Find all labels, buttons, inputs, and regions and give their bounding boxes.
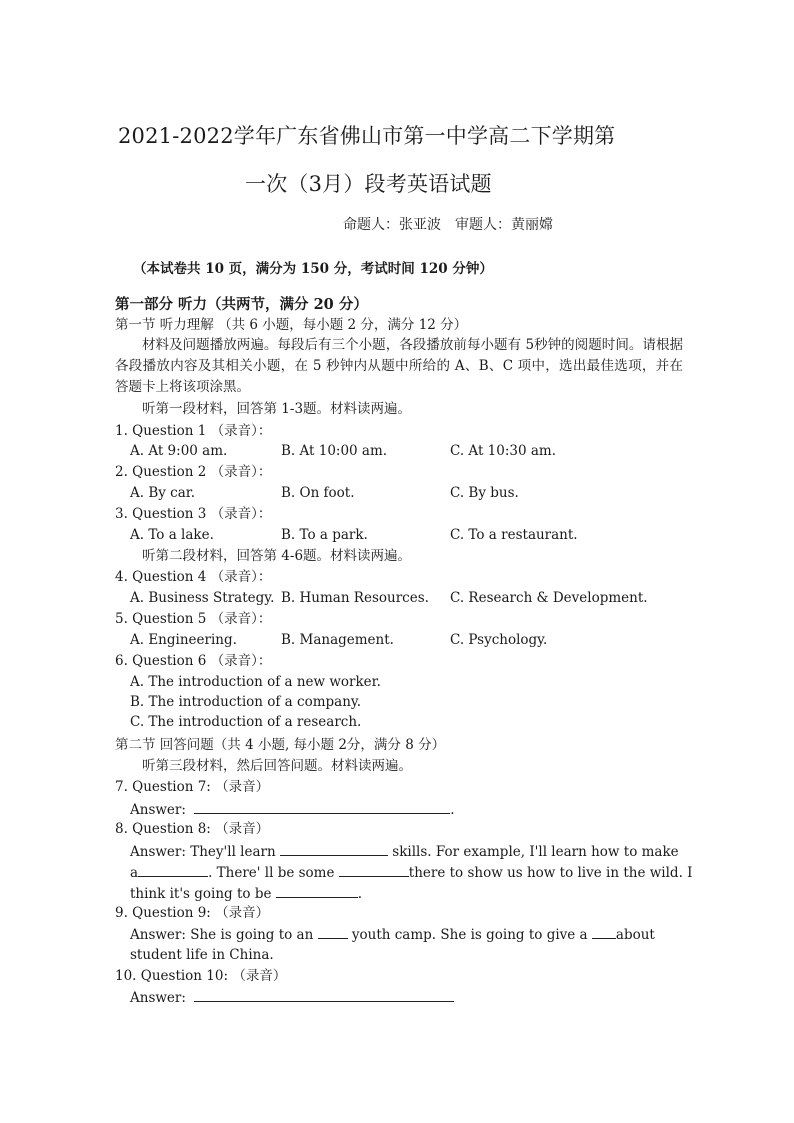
q9-line1: [130, 924, 682, 945]
q8-blank-4[interactable]: [276, 883, 358, 898]
q8-line3: [130, 883, 362, 904]
q8-blank-1[interactable]: [280, 841, 388, 856]
question-4-stem: 4. Question 4 （录音）：: [115, 569, 272, 585]
question-6-stem: 6. Question 6 （录音）：: [115, 653, 272, 669]
q5-option-a: A. Engineering.: [130, 632, 237, 648]
q8-line2: [130, 862, 693, 883]
q4-option-b: B. Human Resources.: [281, 590, 429, 606]
q10-answer-blank[interactable]: [194, 987, 454, 1002]
material2-note: 听第二段材料，回答第 4-6题。材料读两遍。: [142, 548, 412, 564]
question-1-stem: 1. Question 1 （录音）：: [115, 423, 272, 439]
question-3-stem: 3. Question 3 （录音）：: [115, 506, 272, 522]
q1-option-a: A. At 9:00 am.: [130, 443, 228, 459]
q5-option-c: C. Psychology.: [450, 632, 548, 648]
q7-answer-blank[interactable]: [194, 799, 450, 814]
q8-text-1: They'll learn: [190, 844, 276, 860]
q9-answer-label: Answer:: [130, 927, 186, 943]
q6-option-b: B. The introduction of a company.: [130, 694, 362, 710]
section1-heading: 第一节 听力理解 （共 6 小题，每小题 2 分，满分 12 分）: [115, 317, 468, 333]
question-10-stem: 10. Question 10: （录音）: [115, 968, 287, 984]
q6-option-a: A. The introduction of a new worker.: [130, 674, 381, 690]
question-7-stem: 7. Question 7: （录音）: [115, 779, 270, 795]
exam-title-line2: 一次（3月）段考英语试题: [245, 172, 492, 196]
question-9-stem: 9. Question 9: （录音）: [115, 905, 270, 921]
q9-blank-2[interactable]: [592, 924, 616, 939]
question-5-stem: 5. Question 5 （录音）：: [115, 611, 272, 627]
q5-option-b: B. Management.: [281, 632, 394, 648]
exam-title-line1: 2021-2022学年广东省佛山市第一中学高二下学期第: [118, 124, 616, 148]
q8-text-5: there to show us how to live in the wild. I: [408, 865, 693, 881]
q3-option-a: A. To a lake.: [130, 527, 214, 543]
q1-option-b: B. At 10:00 am.: [281, 443, 388, 459]
part1-heading: 第一部分 听力（共两节，满分 20 分）: [115, 296, 368, 313]
q2-option-b: B. On foot.: [281, 485, 355, 501]
material3-note: 听第三段材料，然后回答问题。材料读两遍。: [142, 758, 412, 774]
q8-text-3: a: [130, 865, 139, 881]
q3-option-b: B. To a park.: [281, 527, 368, 543]
q9-text-2: youth camp. She is going to give a: [351, 927, 588, 943]
authors-line: 命题人：张亚波 审题人：黄丽嫦: [343, 217, 553, 233]
q8-answer-label: Answer:: [130, 844, 186, 860]
q8-text-2: skills. For example, I'll learn how to make: [392, 844, 679, 860]
q6-option-c: C. The introduction of a research.: [130, 714, 362, 730]
q9-text-1: She is going to an: [190, 927, 314, 943]
question-2-stem: 2. Question 2 （录音）：: [115, 464, 272, 480]
q9-line2: student life in China.: [130, 947, 274, 963]
q10-answer-row: [130, 987, 454, 1008]
question-8-stem: 8. Question 8: （录音）: [115, 821, 270, 837]
q7-answer-label: Answer:: [130, 802, 186, 818]
q3-option-c: C. To a restaurant.: [450, 527, 578, 543]
q4-option-c: C. Research & Development.: [450, 590, 648, 606]
exam-note: （本试卷共 10 页，满分为 150 分，考试时间 120 分钟）: [133, 261, 493, 277]
q8-blank-3[interactable]: [339, 862, 409, 877]
material1-note: 听第一段材料，回答第 1-3题。材料读两遍。: [142, 401, 412, 417]
q8-blank-2[interactable]: [138, 862, 208, 877]
q10-answer-label: Answer:: [130, 990, 186, 1006]
q9-text-3: about: [615, 927, 655, 943]
instructions-paragraph: 材料及问题播放两遍。每段后有三个小题，各段播放前每小题有 5秒钟的阅题时间。请根据各段播放内容及其相关小题，在 5 秒钟内从题中所给的 A、B、C 项中，选出最佳选项，并在答题卡上将该项涂黑。: [115, 337, 683, 395]
section2-heading: 第二节 回答问题（共 4 小题, 每小题 2分，满分 8 分）: [115, 737, 446, 753]
q4-option-a: A. Business Strategy.: [130, 590, 275, 606]
q7-answer-row: Answer: .: [130, 799, 455, 820]
q1-option-c: C. At 10:30 am.: [450, 443, 556, 459]
q2-option-c: C. By bus.: [450, 485, 519, 501]
q9-blank-1[interactable]: [318, 924, 348, 939]
q2-option-a: A. By car.: [130, 485, 196, 501]
q8-text-4: . There' ll be some: [208, 865, 335, 881]
q8-line1: [130, 841, 682, 862]
q8-text-7: .: [357, 886, 363, 902]
q8-text-6: think it's going to be: [130, 886, 272, 902]
